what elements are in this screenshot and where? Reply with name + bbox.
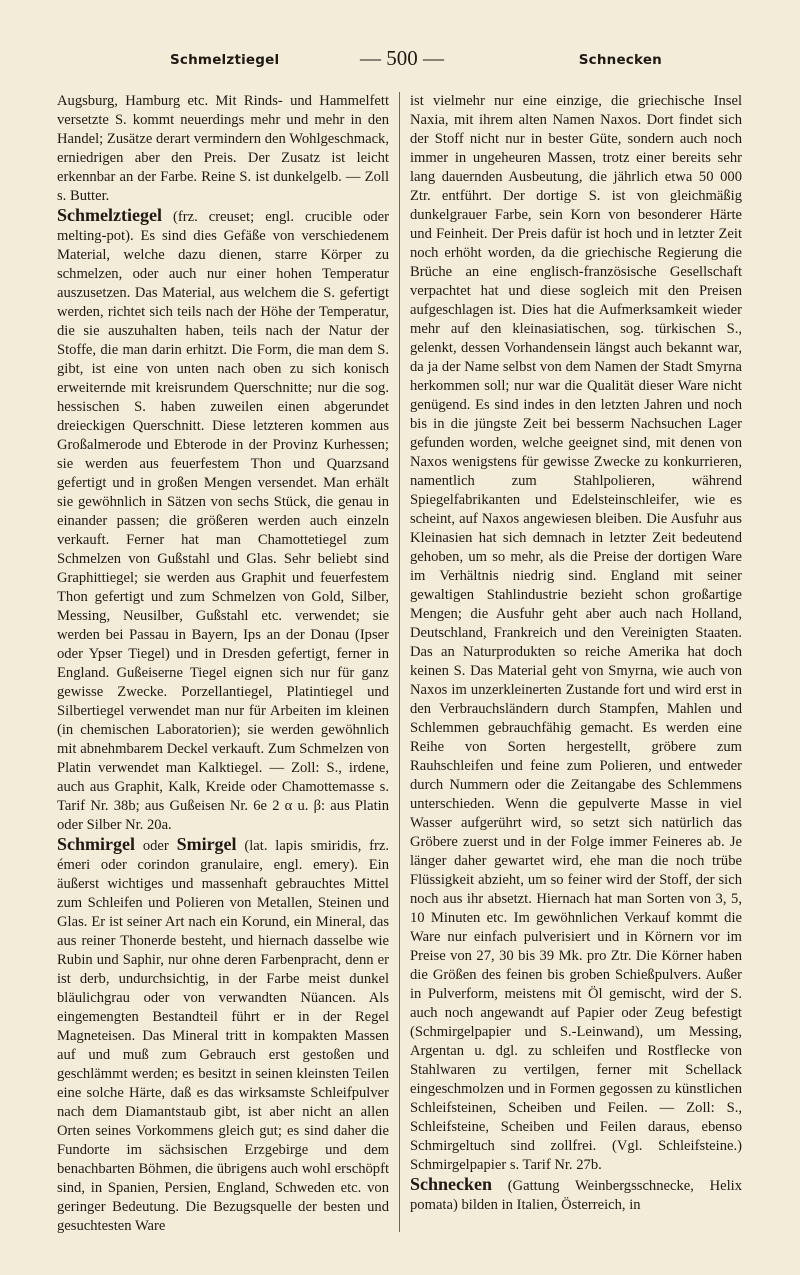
left-column — [57, 92, 389, 1236]
page-number: — 500 — — [360, 46, 444, 70]
entry-headword-joiner: oder — [135, 838, 177, 854]
entry-text: (frz. creuset; engl. crucible oder melting-pot). Es sind dies Gefäße von verschiedenem Material, welche dazu dienen, starre Körper zu schmelzen, oder auch nur einer hohen Temperatur auszusetzen. Das Material, aus welchem die S. gefertigt werden, richtet sich teils nach der Höhe der Temperatur, die sie auszuhalten haben, teils nach der Natur der Stoffe, die man darin erhitzt. Die Form, die man dem S. gibt, ist eine von unten nach oben zu sich konisch erweiternde mit kreisrundem Querschnitte; nur die sog. hessischen S. haben zuweilen einen abgerundet dreieckigen Querschnitt. Diese letzteren kommen aus Großalmerode und Ebterode in der Provinz Kurhessen; sie werden aus feuerfestem Thon und Quarzsand gefertigt und in großen Mengen versendet. Man erhält sie gewöhnlich in Sätzen von sechs Stück, die genau in einander passen; die größeren werden auch einzeln verkauft. Ferner hat man Chamottetiegel zum Schmelzen von Gußstahl und Glas. Sehr beliebt sind Graphittiegel; sie werden aus Graphit und feuerfestem Thon gefertigt und zum Schmelzen von Gold, Silber, Messing, Neusilber, Gußstahl etc. verwendet; sie werden bei Passau in Bayern, Ips an der Donau (Ipser oder Ypser Tiegel) und in Dresden gefertigt, ferner in England. Gußeiserne Tiegel eignen sich nur für ganz gewisse Zwecke. Porzellantiegel, Platintiegel und Silbertiegel verwendet man nur für Arbeiten im kleinen (in chemischen Laboratorien); sie werden gewöhnlich mit abnehmbarem Deckel verkauft. Zum Schmelzen von Platin verwendet man Kalktiegel. — Zoll: S., irdene, auch aus Graphit, Kalk, Kreide oder Chamottemasse s. Tarif Nr. 38b; aus Gußeisen Nr. 6e 2 α u. β: aus Platin oder Silber Nr. 20a. — [57, 209, 389, 833]
paragraph: ist vielmehr nur eine einzige, die griechische Insel Naxia, mit ihrem alten Namen Naxos. Dort findet sich der Stoff nicht nur in bester Güte, sondern auch noch immer in ungeheuren Massen, trotz einer bereits sehr lang dauernden Ausbeutung, die jährlich etwa 50 000 Ztr. entführt. Der dortige S. ist von gleichmäßig dunkelgrauer Farbe, sein Korn von besonderer Härte und Feinheit. Der Preis dafür ist hoch und in letzter Zeit noch erhöht worden, da die griechische Regierung die Brüche an eine englisch-französische Gesellschaft verpachtet hat und diese sogleich mit den Preisen aufgeschlagen ist. Dies hat die Aufmerksamkeit wieder mehr auf den kleinasiatischen, sog. türkischen S., gelenkt, dessen Vorhandensein längst auch bekannt war, da ja der Name selbst von dem Namen der Stadt Smyrna herkommen soll; nur war die Qualität dieser Ware nicht genügend. Es sind indes in den letzten Jahren und noch bis in die jüngste Zeit bei besserm Nachsuchen Lager gefunden worden, welche geeignet sind, mit denen von Naxos wenigstens für gewisse Zwecke zu konkurrieren, namentlich zum Stahlpolieren, während Spiegelfabrikanten und Edelsteinschleifer, wie es scheint, auf Naxos angewiesen bleiben. Die Ausfuhr aus Kleinasien hat sich demnach in letzter Zeit bedeutend gehoben, um so mehr, als die Preise der dortigen Ware im Verhältnis niedrig sind. England mit seiner gewaltigen Stahlindustrie bezieht schon großartige Mengen; die Ausfuhr geht aber auch nach Holland, Deutschland, Frankreich und den Vereinigten Staaten. Das an Naturprodukten so reiche Amerika hat doch keinen S. Das Material geht von Smyrna, wie auch von Naxos im unzerkleinerten Zustande fort und wird erst in den Verbrauchsländern durch Stampfen, Mahlen und Schlemmen gebrauchfähig gemacht. Es werden eine Reihe von Sorten hergestellt, gröbere zum Rauhschleifen und feine zum Polieren, und entweder durch Nummern oder die Zeitangabe des Schlemmens unterschieden. Wenn die gepulverte Masse in viel Wasser aufgerührt wird, so setzt sich natürlich das Gröbere zuerst und in der Folge immer Feineres ab. Je länger daher gewartet wird, ehe man die noch trübe Flüssigkeit abzieht, um so feiner wird der Stoff, der sich noch aus ihr absetzt. Hiernach hat man Sorten von 3, 5, 10 Minuten etc. Im gewöhnlichen Verkauf kommt die Ware nur einfach pulverisiert und in Körnern vor im Preise von 27, 30 bis 39 Mk. pro Ztr. Die Körner haben die Größen des feinen bis groben Schießpulvers. Außer in Pulverform, meistens mit Öl gemischt, wird der S. auch noch angewandt auf Papier oder Zeug befestigt (Schmirgelpapier und S.-Leinwand), um Messing, Argentan u. dgl. zu schleifen und Rostflecke von Stahlwaren zu vertilgen, ferner mit Schellack eingeschmolzen und in Formen gegossen zu künstlichen Schleifsteinen, Scheiben und Feilen. — Zoll: S., Schleifsteine, Scheiben und Feilen daraus, ebenso Schmirgeltuch sind zollfrei. (Vgl. Schleifsteine.) Schmirgelpapier s. Tarif Nr. 27b. — [410, 93, 742, 1173]
entry-text: (lat. lapis smiridis, frz. émeri oder corindon granulaire, engl. emery). Ein äußerst wichtiges und massenhaft gebrauchtes Mittel zum Schleifen und Polieren von Metallen, Steinen und Glas. Er ist seiner Art nach ein Korund, ein Mineral, das aus reiner Thonerde besteht, und hiernach dasselbe wie Rubin und Saphir, nur ohne deren Farbenpracht, denn er ist derb, undurchsichtig, in der Farbe meist dunkel bläulichgrau oder von verwandten Nüancen. Als eingemengten Bestandteil führt er in der Regel Magneteisen. Das Mineral tritt in kompakten Massen auf und muß zum Gebrauch erst gestoßen und geschlämmt werden; es besitzt in seinen kleinsten Teilen eine solche Härte, daß es das wirksamste Schleifpulver nach dem Diamantstaub gibt, ist aber nicht an allen Orten seines Vorkommens gleich gut; es sind daher die Fundorte im sächsischen Erzgebirge und dem benachbarten Böhmen, die übrigens auch wohl erschöpft sind, in Spanien, Persien, England, Schweden etc. von geringer Bedeutung. Die Bezugsquelle der besten und gesuchtesten Ware — [57, 838, 389, 1234]
entry-headword: Schmelztiegel — [57, 205, 162, 225]
entry-schmelztiegel — [57, 206, 389, 835]
entry-text: (Gattung Weinbergsschnecke, Helix pomata) bilden in Italien, Österreich, in — [410, 1178, 742, 1213]
entry-schnecken — [410, 1175, 742, 1215]
column-divider — [399, 92, 400, 1232]
entry-headword: Schmirgel — [57, 834, 135, 854]
header-left-term: Schmelztiegel — [170, 52, 280, 68]
entry-headword-alt: Smirgel — [176, 834, 237, 854]
entry-schmirgel — [57, 835, 389, 1236]
running-header — [58, 48, 746, 74]
entry-headword: Schnecken — [410, 1174, 493, 1194]
paragraph: Augsburg, Hamburg etc. Mit Rinds- und Hammelfett versetzte S. kommt neuerdings mehr und mehr in den Handel; Zusätze derart vermindern den Wohlgeschmack, erniedrigen aber den Preis. Der Zusatz ist leicht erkennbar an der Farbe. Reine S. ist dunkelgelb. — Zoll s. Butter. — [57, 93, 389, 204]
header-right-term: Schnecken — [578, 52, 662, 68]
right-column — [410, 92, 742, 1215]
